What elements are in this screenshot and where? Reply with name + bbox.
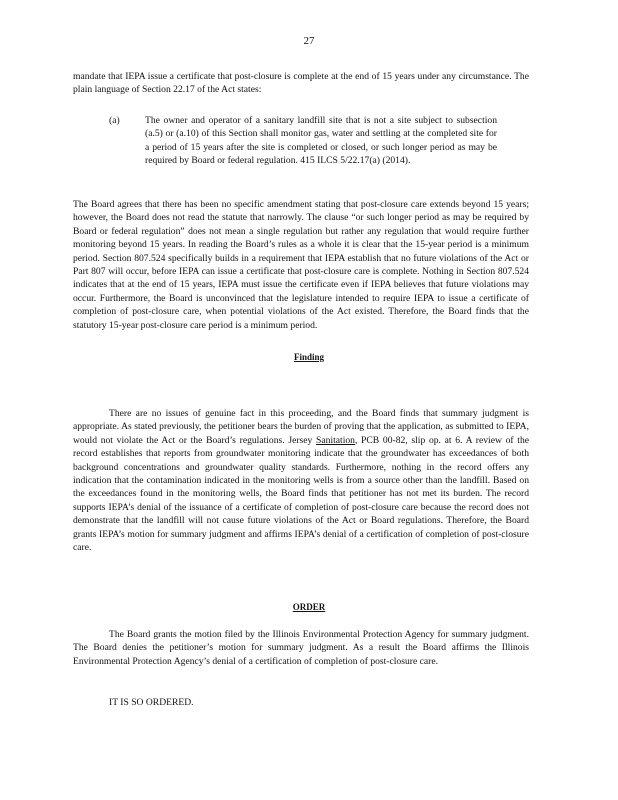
page-number: 27	[303, 35, 315, 47]
finding-heading: Finding	[293, 352, 324, 362]
statute-quote	[109, 114, 509, 168]
intro-paragraph: mandate that IEPA issue a certificate that post-closure is complete at the end of 15 years under any circumstance. The plain language of Section 22.17 of the Act states:	[73, 71, 529, 96]
finding-text-end: , PCB 00-82, slip op. at 6. A review of the record establishes that reports from groundwater monitoring indicate that the groundwater has exceedances of both background concentrations and groundwater quality standards. Furthermore, nothing in the record offers any indication that the contamination indicated in the monitoring wells is from a source other than the landfill. Based on the exceedances found in the monitoring wells, the Board finds that petitioner has not met its burden. The record supports IEPA’s denial of the issuance of a certificate of completion of post-closure care because the record does not demonstrate that the landfill will not cause future violations of the Act or Board regulations. Therefore, the Board grants IEPA’s motion for summary judgment and affirms IEPA’s denial of a certification of completion of post-closure care.	[73, 434, 530, 554]
closing-statement: IT IS SO ORDERED.	[109, 697, 194, 708]
order-paragraph: The Board grants the motion filed by the Illinois Environmental Protection Agency for summary judgment. The Board denies the petitioner’s motion for summary judgment. As a result the Board affirms the Illinois Environmental Protection Agency’s denial of a certification of completion of post-closure care.	[73, 629, 529, 667]
analysis-paragraph: The Board agrees that there has been no specific amendment stating that post-closure care extends beyond 15 years; however, the Board does not read the statute that narrowly. The clause “or such longer period as may be required by Board or federal regulation” does not mean a single regulation but rather any regulation that would require further monitoring beyond 15 years. In reading the Board’s rules as a whole it is clear that the 15-year period is a minimum period. Section 807.524 specifically builds in a requirement that IEPA establish that no future violations of the Act or Part 807 will occur, before IEPA can issue a certificate that post-closure care is complete. Nothing in Section 807.524 indicates that at the end of 15 years, IEPA must issue the certificate even if IEPA believes that future violations may occur. Furthermore, the Board is unconvinced that the legislature intended to require IEPA to issue a certificate of completion of post-closure care, when potential violations of the Act existed. Therefore, the Board finds that the statutory 15-year post-closure care period is a minimum period.	[73, 199, 529, 331]
finding-paragraph	[73, 407, 529, 554]
order-heading: ORDER	[292, 602, 326, 612]
case-citation: Sanitation	[316, 434, 355, 446]
quote-text: The owner and operator of a sanitary landfill site that is not a site subject to subsection (a.5) or (a.10) of this Section shall monitor gas, water and settling at the completed site for a period of 15 years after the site is completed or closed, or such longer period as may be required by Board or federal regulation. 415 ILCS 5/22.17(a) (2014).	[145, 115, 497, 167]
finding-text-start: There are no issues of genuine fact in this proceeding, and the Board finds that summary judgment is appropriate. As stated previously, the petitioner bears the burden of proving that the application, as submitted to IEPA, would not violate the Act or the Board’s regulations. Jersey	[73, 408, 529, 446]
quote-label: (a)	[109, 115, 120, 126]
